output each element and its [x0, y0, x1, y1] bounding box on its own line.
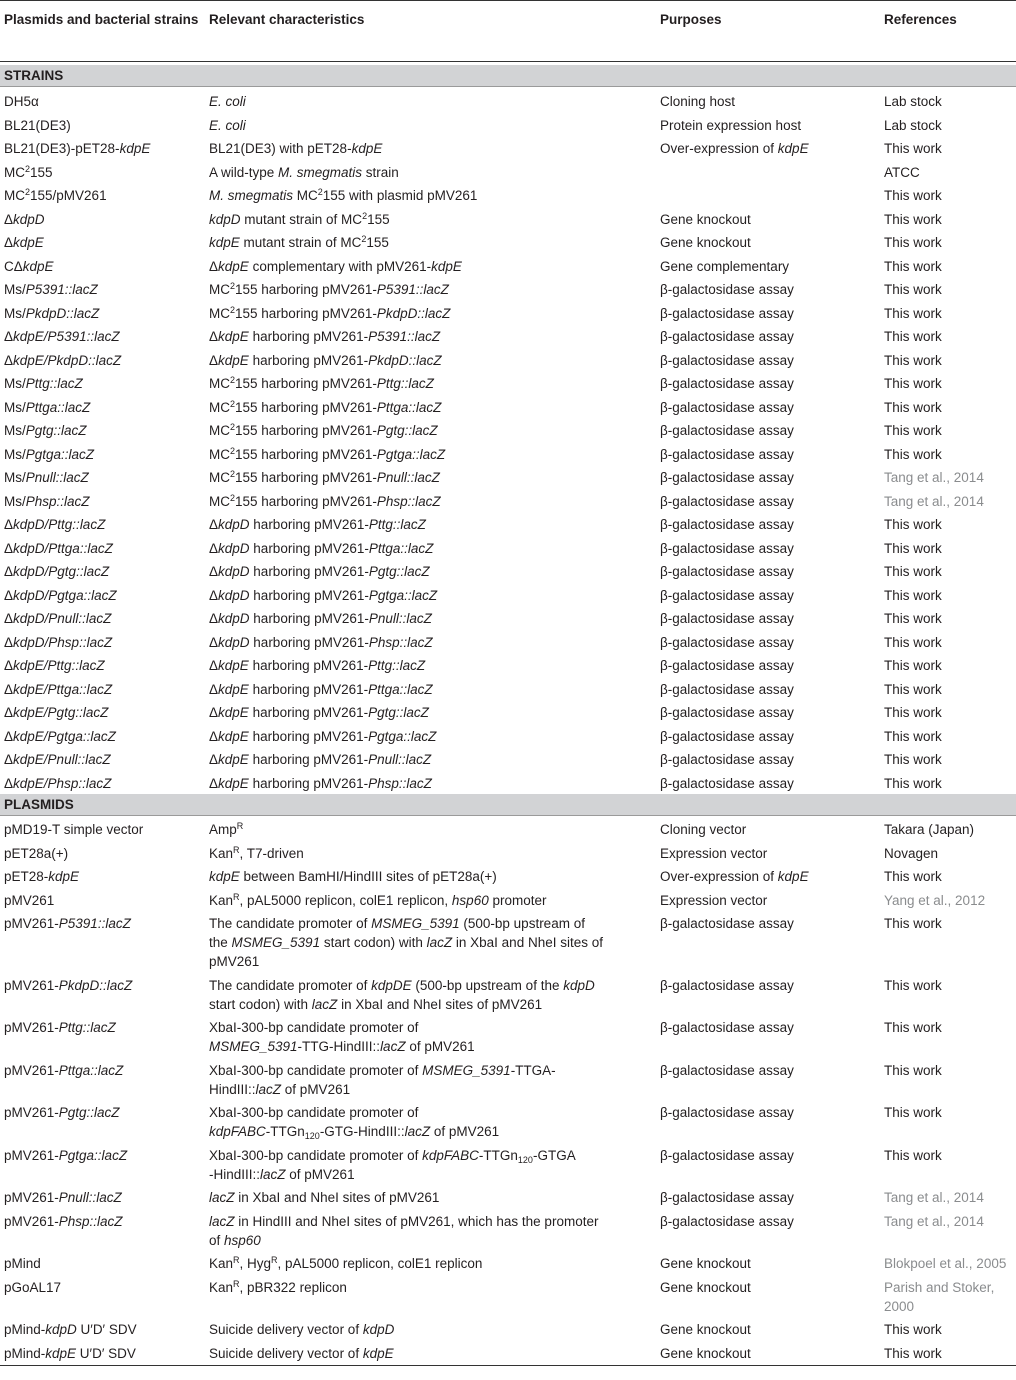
cell-reference: This work [884, 728, 942, 744]
cell-purpose: β-galactosidase assay [660, 587, 794, 603]
cell-characteristics: $MC^2155$ harboring pMV261-Pttg::lacZ [209, 375, 434, 391]
cell-name: pMD19-T simple vector [4, 822, 144, 837]
cell-name: CΔkdpE [4, 258, 54, 274]
cell-name: Ms/Pgtg::lacZ [4, 423, 87, 438]
cell-purpose: β-galactosidase assay [660, 1147, 794, 1163]
cell-purpose: β-galactosidase assay [660, 977, 794, 993]
cell-purpose: β-galactosidase assay [660, 681, 794, 697]
cell-purpose: β-galactosidase assay [660, 423, 794, 438]
cell-name: pMind [4, 1256, 41, 1271]
cell-purpose: β-galactosidase assay [660, 705, 794, 720]
cell-reference: This work [884, 540, 942, 556]
cell-name: ΔkdpE [4, 235, 44, 250]
cell-characteristics: XbaI-300-bp candidate promoter of kdpFABC-TTGn$_{120}$-GTG-HindIII::lacZ of pMV261 [209, 1105, 500, 1141]
cell-reference: This work [884, 352, 942, 368]
cell-reference: This work [884, 1322, 942, 1337]
cell-name: pMV261 [4, 892, 55, 908]
cell-name: Ms/PkdpD::lacZ [4, 305, 100, 321]
cell-name: BL21(DE3) [4, 117, 71, 133]
cell-characteristics: ΔkdpE harboring pMV261-Pgtg::lacZ [209, 705, 429, 720]
cell-name: ΔkdpE/Pnull::lacZ [4, 752, 111, 767]
cell-name: pET28-kdpE [4, 869, 80, 884]
cell-purpose: β-galactosidase assay [660, 1213, 794, 1229]
cell-characteristics: Kan$^R$, T7-driven [209, 844, 304, 861]
cell-purpose: β-galactosidase assay [660, 493, 794, 509]
cell-purpose: β-galactosidase assay [660, 352, 794, 368]
cell-name: ΔkdpD/Pgtg::lacZ [4, 564, 110, 579]
cell-reference: This work [884, 775, 942, 791]
cell-reference: This work [884, 1062, 942, 1078]
cell-characteristics: E. coli [209, 94, 246, 109]
header-characteristics: Relevant characteristics [209, 12, 365, 27]
section-label: PLASMIDS [4, 797, 74, 812]
cell-reference: This work [884, 752, 942, 767]
cell-reference: This work [884, 611, 942, 626]
cell-name: pMV261-Pgtga::lacZ [4, 1147, 128, 1163]
cell-name: Ms/Phsp::lacZ [4, 493, 90, 509]
cell-name: ΔkdpE/Pgtga::lacZ [4, 728, 116, 744]
cell-characteristics: Kan$^R$, pAL5000 replicon, colE1 replicon, hsp60 promoter [209, 891, 547, 908]
header-purposes: Purposes [660, 12, 722, 27]
cell-purpose: β-galactosidase assay [660, 1062, 794, 1078]
cell-characteristics: The candidate promoter of kdpDE (500-bp upstream of the kdpD start codon) with lacZ in XbaI and NheI sites of pMV261 [209, 977, 595, 1012]
cell-purpose: Gene knockout [660, 235, 751, 250]
cell-reference: This work [884, 1020, 942, 1035]
cell-reference[interactable]: Blokpoel et al., 2005 [884, 1256, 1007, 1271]
cell-purpose: Expression vector [660, 892, 768, 908]
table-bottom-rule [0, 1365, 1016, 1366]
cell-characteristics: lacZ in XbaI and NheI sites of pMV261 [209, 1190, 440, 1205]
cell-reference: ATCC [884, 164, 920, 180]
cell-name: ΔkdpE/Pttga::lacZ [4, 681, 113, 697]
cell-purpose: β-galactosidase assay [660, 658, 794, 673]
cell-characteristics: The candidate promoter of MSMEG_5391 (500-bp upstream of the MSMEG_5391 start codon) with lacZ in XbaI and NheI sites of pMV261 [209, 916, 603, 969]
cell-reference: This work [884, 916, 942, 931]
cell-characteristics: kdpE mutant strain of $MC^2155$ [209, 234, 389, 250]
cell-name: ΔkdpD/Phsp::lacZ [4, 634, 113, 650]
cell-characteristics: ΔkdpE harboring pMV261-PkdpD::lacZ [209, 352, 442, 368]
cell-reference: This work [884, 564, 942, 579]
cell-purpose: Cloning host [660, 94, 736, 109]
cell-characteristics: Suicide delivery vector of kdpD [209, 1322, 395, 1337]
cell-reference: This work [884, 977, 942, 993]
cell-purpose: β-galactosidase assay [660, 611, 794, 626]
cell-name: ΔkdpE/Pttg::lacZ [4, 658, 105, 673]
cell-purpose: Gene knockout [660, 1256, 751, 1271]
cell-name: pMV261-Pnull::lacZ [4, 1190, 122, 1205]
cell-characteristics: $MC^2155$ harboring pMV261-P5391::lacZ [209, 281, 449, 297]
cell-reference[interactable]: Yang et al., 2012 [884, 892, 986, 908]
cell-name: pMV261-Pttga::lacZ [4, 1062, 124, 1078]
cell-reference: This work [884, 423, 942, 438]
cell-reference: This work [884, 869, 942, 884]
cell-reference[interactable]: Tang et al., 2014 [884, 1190, 984, 1205]
cell-purpose: β-galactosidase assay [660, 1190, 794, 1205]
cell-purpose: β-galactosidase assay [660, 282, 794, 297]
cell-characteristics: XbaI-300-bp candidate promoter of MSMEG_5391-TTG-HindIII::lacZ of pMV261 [209, 1020, 475, 1054]
cell-characteristics: $MC^2155$ harboring pMV261-Pgtga::lacZ [209, 445, 446, 462]
cell-name: BL21(DE3)-pET28-kdpE [4, 141, 151, 156]
cell-reference: This work [884, 329, 942, 344]
cell-reference: This work [884, 305, 942, 321]
cell-name: ΔkdpD [4, 211, 45, 227]
cell-reference: This work [884, 235, 942, 250]
cell-reference: Lab stock [884, 94, 942, 109]
cell-characteristics: ΔkdpE harboring pMV261-Pnull::lacZ [209, 752, 432, 767]
cell-purpose: β-galactosidase assay [660, 329, 794, 344]
cell-reference: This work [884, 376, 942, 391]
cell-name: ΔkdpE/Pgtg::lacZ [4, 705, 109, 720]
cell-characteristics: ΔkdpE harboring pMV261-Pttga::lacZ [209, 681, 433, 697]
cell-characteristics: Amp$^R$ [209, 821, 244, 837]
cell-characteristics: Kan$^R$, Hyg$^R$, pAL5000 replicon, colE1 replicon [209, 1255, 483, 1271]
cell-reference[interactable]: Tang et al., 2014 [884, 1213, 984, 1229]
cell-name: pMV261-Phsp::lacZ [4, 1213, 123, 1229]
cell-name: DH5α [4, 94, 39, 109]
cell-name: Ms/Pttg::lacZ [4, 376, 83, 391]
cell-reference: This work [884, 211, 942, 227]
cell-purpose: Gene knockout [660, 1322, 751, 1337]
cell-characteristics: Kan$^R$, pBR322 replicon [209, 1278, 347, 1295]
cell-characteristics: ΔkdpD harboring pMV261-Phsp::lacZ [209, 634, 433, 650]
cell-characteristics: $MC^2155$ harboring pMV261-Pgtg::lacZ [209, 422, 438, 438]
cell-reference: This work [884, 658, 942, 673]
cell-name: ΔkdpD/Pttga::lacZ [4, 540, 113, 556]
cell-characteristics: A wild-type M. smegmatis strain [209, 164, 399, 180]
cell-purpose: Expression vector [660, 845, 768, 861]
cell-reference: This work [884, 517, 942, 532]
cell-name: pMV261-Pgtg::lacZ [4, 1105, 120, 1120]
cell-name: Ms/P5391::lacZ [4, 282, 98, 297]
cell-reference: This work [884, 681, 942, 697]
cell-name: ΔkdpE/P5391::lacZ [4, 329, 120, 344]
cell-characteristics: ΔkdpD harboring pMV261-Pgtg::lacZ [209, 564, 430, 579]
cell-purpose: β-galactosidase assay [660, 517, 794, 532]
cell-name: ΔkdpE/Phsp::lacZ [4, 775, 112, 791]
header-strains: Plasmids and bacterial strains [4, 12, 199, 27]
cell-name: pMV261-P5391::lacZ [4, 916, 131, 931]
cell-name: ΔkdpD/Pttg::lacZ [4, 517, 106, 532]
cell-purpose: Over-expression of kdpE [660, 869, 809, 884]
cell-characteristics: ΔkdpE harboring pMV261-Phsp::lacZ [209, 775, 432, 791]
cell-characteristics: $MC^2155$ harboring pMV261-Pnull::lacZ [209, 469, 440, 485]
section-plasmids [0, 794, 1016, 816]
cell-reference: This work [884, 1147, 942, 1163]
cell-name: pMV261-PkdpD::lacZ [4, 977, 133, 993]
cell-purpose: β-galactosidase assay [660, 916, 794, 931]
cell-purpose: β-galactosidase assay [660, 540, 794, 556]
cell-characteristics: kdpE between BamHI/HindIII sites of pET28a(+) [209, 869, 497, 884]
section-label: STRAINS [4, 68, 64, 83]
cell-purpose: β-galactosidase assay [660, 470, 794, 485]
cell-reference: This work [884, 282, 942, 297]
cell-name: Ms/Pgtga::lacZ [4, 446, 95, 462]
cell-purpose: Gene complementary [660, 258, 790, 274]
cell-name: Ms/Pttga::lacZ [4, 399, 91, 415]
cell-reference[interactable]: Parish and Stoker, 2000 [884, 1279, 995, 1314]
cell-characteristics: lacZ in HindIII and NheI sites of pMV261, which has the promoter of hsp60 [209, 1213, 599, 1248]
cell-characteristics: BL21(DE3) with pET28-kdpE [209, 141, 383, 156]
cell-characteristics: $MC^2155$ harboring pMV261-Pttga::lacZ [209, 398, 442, 415]
cell-characteristics: ΔkdpE harboring pMV261-Pgtga::lacZ [209, 728, 437, 744]
section-strains [0, 65, 1016, 87]
cell-characteristics: ΔkdpE complementary with pMV261-kdpE [209, 258, 462, 274]
cell-characteristics: ΔkdpD harboring pMV261-Pgtga::lacZ [209, 587, 438, 603]
cell-purpose: β-galactosidase assay [660, 1020, 794, 1035]
cell-purpose: β-galactosidase assay [660, 634, 794, 650]
cell-purpose: β-galactosidase assay [660, 446, 794, 462]
cell-purpose: Protein expression host [660, 117, 802, 133]
cell-name: pMind-kdpD U′D′ SDV [4, 1322, 137, 1337]
cell-characteristics: ΔkdpE harboring pMV261-Pttg::lacZ [209, 658, 426, 673]
header-references: References [884, 12, 957, 27]
cell-purpose: β-galactosidase assay [660, 399, 794, 415]
cell-purpose: Cloning vector [660, 822, 747, 837]
cell-name: ΔkdpD/Pnull::lacZ [4, 611, 112, 626]
cell-name: pET28a(+) [4, 845, 69, 861]
cell-characteristics: ΔkdpD harboring pMV261-Pttga::lacZ [209, 540, 434, 556]
cell-reference: Lab stock [884, 117, 942, 133]
cell-reference: This work [884, 634, 942, 650]
cell-purpose: Gene knockout [660, 1345, 751, 1361]
cell-name: ΔkdpD/Pgtga::lacZ [4, 587, 117, 603]
cell-purpose: β-galactosidase assay [660, 305, 794, 321]
cell-reference: This work [884, 141, 942, 156]
cell-characteristics: ΔkdpD harboring pMV261-Pttg::lacZ [209, 517, 426, 532]
cell-characteristics: ΔkdpE harboring pMV261-P5391::lacZ [209, 329, 441, 344]
table-header [0, 0, 1016, 62]
cell-reference[interactable]: Tang et al., 2014 [884, 493, 984, 509]
cell-reference[interactable]: Tang et al., 2014 [884, 470, 984, 485]
cell-name: pMind-kdpE U′D′ SDV [4, 1345, 136, 1361]
cell-characteristics: Suicide delivery vector of kdpE [209, 1345, 394, 1361]
cell-reference: This work [884, 1105, 942, 1120]
cell-purpose: Gene knockout [660, 211, 751, 227]
cell-name: ΔkdpE/PkdpD::lacZ [4, 352, 122, 368]
cell-purpose: Over-expression of kdpE [660, 141, 809, 156]
cell-purpose: β-galactosidase assay [660, 728, 794, 744]
cell-reference: This work [884, 587, 942, 603]
cell-name: pGoAL17 [4, 1279, 62, 1295]
cell-characteristics: $MC^2155$ harboring pMV261-PkdpD::lacZ [209, 304, 451, 321]
cell-name: $MC^2155/pMV261$ [4, 187, 107, 203]
cell-reference: This work [884, 188, 942, 203]
cell-reference: This work [884, 258, 942, 274]
cell-name: pMV261-Pttg::lacZ [4, 1020, 116, 1035]
cell-reference: Novagen [884, 845, 939, 861]
cell-reference: This work [884, 446, 942, 462]
cell-reference: Takara (Japan) [884, 822, 975, 837]
cell-purpose: β-galactosidase assay [660, 775, 794, 791]
cell-characteristics: E. coli [209, 117, 246, 133]
cell-characteristics: kdpD mutant strain of $MC^2155$ [209, 210, 390, 227]
cell-name: Ms/Pnull::lacZ [4, 470, 89, 485]
cell-characteristics: XbaI-300-bp candidate promoter of MSMEG_5391-TTGA- HindIII::lacZ of pMV261 [209, 1062, 556, 1097]
cell-characteristics: M. smegmatis $MC^2155$ with plasmid pMV261 [209, 187, 478, 203]
cell-purpose: Gene knockout [660, 1279, 751, 1295]
cell-reference: This work [884, 1345, 942, 1361]
cell-characteristics: $MC^2155$ harboring pMV261-Phsp::lacZ [209, 492, 441, 509]
cell-purpose: β-galactosidase assay [660, 1105, 794, 1120]
cell-purpose: β-galactosidase assay [660, 752, 794, 767]
cell-reference: This work [884, 705, 942, 720]
cell-name: $MC^2155$ [4, 163, 53, 180]
cell-purpose: β-galactosidase assay [660, 376, 794, 391]
cell-reference: This work [884, 399, 942, 415]
cell-characteristics: ΔkdpD harboring pMV261-Pnull::lacZ [209, 611, 432, 626]
cell-purpose: β-galactosidase assay [660, 564, 794, 579]
cell-characteristics: XbaI-300-bp candidate promoter of kdpFABC-TTGn$_{120}$-GTGA -HindIII::lacZ of pMV261 [209, 1147, 576, 1182]
